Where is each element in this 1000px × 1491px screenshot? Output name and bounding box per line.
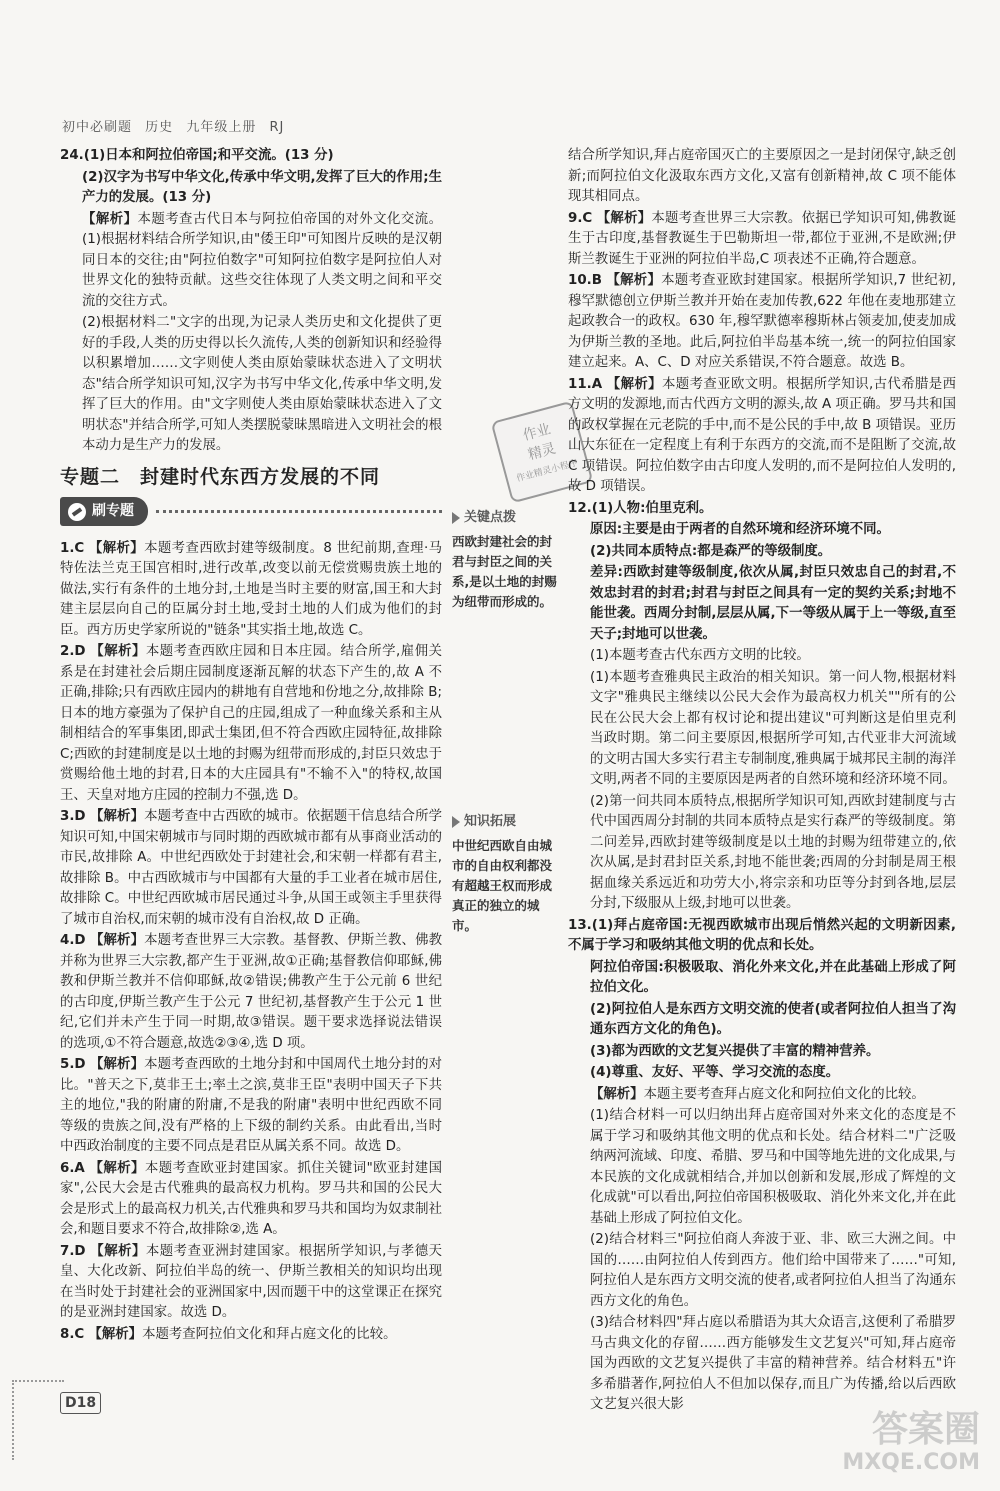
watermark-url: MXQE.COM bbox=[842, 1450, 980, 1475]
section-heading: 封建时代东西方发展的不同 bbox=[140, 465, 381, 488]
explanation-text: 本题主要考查拜占庭文化和阿拉伯文化的比较。 bbox=[643, 1086, 925, 1102]
answer-text: 阿拉伯帝国:积极吸取、消化外来文化,并在此基础上形成了阿拉伯文化。 bbox=[590, 959, 956, 995]
answer-letter: B bbox=[591, 273, 602, 288]
side-note-key-points bbox=[452, 508, 562, 612]
explanation-text: (1)本题考查雅典民主政治的相关知识。第一问人物,根据材料文字"雅典民主继续以公民大会作为最高权力机关""所有的公民在公民大会上都有权讨论和提出建议"可判断这是伯里克利当政时期。第二问主要原因,根据所学可知,古代亚非大河流域的文明古国大多实行君主专制制度,雅典属于城邦民主制的海洋文明,两者不同的主要原因是两者的自然环境和经济环境不同。 bbox=[590, 669, 956, 787]
explanation-text: 本题考查世界三大宗教。依据已学知识可知,佛教诞生于古印度,基督教诞生于巴勒斯坦一带,都位于亚洲,不是欧洲;伊斯兰教诞生于亚洲的阿拉伯半岛,C 项表述不正确,符合题意。 bbox=[568, 210, 957, 267]
section-label: 专题二 bbox=[60, 465, 121, 488]
header-subject: 历史 bbox=[145, 120, 174, 135]
explanation-text: (2)第一问共同本质特点,根据所学知识可知,西欧封建制度与古代中国西周分封制的共同本质特点是实行森严的等级制度。第二问差异,西欧封建等级制度是以土地的封赐为纽带建立的,依次从属,是封君封臣关系,封地不能世袭;西周的分封制是周王根据血缘关系远近和功劳大小,将宗亲和功臣等分封到各地,层层分封,下级服从上级,封地可以世袭。 bbox=[590, 793, 956, 911]
explanation-text: 本题考查中古西欧的城市。依据题干信息结合所学知识可知,中国宋朝城市与同时期的西欧城市都有从事商业活动的市民,故排除 A。中世纪西欧处于封建社会,和宋朝一样都有君主,故排除 B。中古西欧城市与中国都有大量的手工业者在城市居住,故排除 C。中世纪西欧城市居民通过斗争,从国王或领主手里获得了城市自治权,而宋朝的城市没有自治权,故 D 正确。 bbox=[60, 809, 443, 927]
answer-letter: A bbox=[591, 376, 603, 392]
answer-letter: D bbox=[74, 809, 86, 824]
explanation-text: 本题考查阿拉伯文化和拜占庭文化的比较。 bbox=[142, 1326, 397, 1342]
banner-pill bbox=[60, 497, 148, 526]
explanation-text: (1)本题考查古代东西方文明的比较。 bbox=[590, 648, 810, 663]
question-number: 10. bbox=[568, 273, 592, 288]
left-column bbox=[60, 146, 442, 1346]
explanation-text: (1)结合材料一可以归纳出拜占庭帝国对外来文化的态度是不属于学习和吸纳其他文明的优点和长处。结合材料二"广泛吸纳两河流域、印度、希腊、罗马和中国等地先进的文化成果,与本民族的文化成就相结合,并加以创新和发展,形成了辉煌的文化成就"可以看出,阿拉伯帝国积极吸取、消化外来文化,并在此基础上形成了阿拉伯文化。 bbox=[590, 1108, 956, 1226]
question-number: 5. bbox=[60, 1057, 75, 1072]
explanation-text: 本题考查亚欧文明。根据所学知识,古代希腊是西方文明的发源地,而古代西方文明的源头,故 A 项正确。罗马共和国的政权掌握在元老院的手中,而不是公民的手中,故 B 项错误。亚历山大东征在一定程度上有利于东西方的交流,而不是阻断了交流,故 C 项错误。阿拉伯数字由古印度人发明的,而不是阿拉伯人发明的,故 D 项错误。 bbox=[568, 376, 956, 494]
page-number: D18 bbox=[60, 1392, 101, 1414]
header-grade: 九年级上册 bbox=[186, 120, 257, 135]
explanation-text: 本题考查亚欧封建国家。根据所学知识,7 世纪初,穆罕默德创立伊斯兰教并开始在麦加传教,622 年他在麦地那建立起政教合一的政权。630 年,穆罕默德率穆斯林占领麦加,使麦加成为伊斯兰教的圣地。此后,阿拉伯半岛基本统一,统一的阿拉伯国家建立起来。A、C、D 对应关系错误,不符合题意。故选 B。 bbox=[568, 273, 956, 370]
explanation-text: (2)根据材料二"文字的出现,为记录人类历史和文化提供了更好的手段,人类的历史得以长久流传,人类的创新知识和经验得以积累增加……文字则使人类由原始蒙昧状态进入了文明状态"结合所学知识可知,汉字为书写中华文化,传承中华文明,发挥了巨大的作用。由"文字则使人类由原始蒙昧状态进入了文明状态"并结合所学,可知人类摆脱蒙昧黑暗进入文明社会的根本动力是生产力的发展。 bbox=[82, 315, 442, 453]
section-banner bbox=[60, 497, 442, 527]
side-note-title bbox=[452, 812, 562, 832]
answer-letter: C bbox=[74, 1326, 85, 1342]
explanation-text: 本题考查西欧庄园和日本庄园。结合所学,雇佣关系是在封建社会后期庄园制度逐渐瓦解的状态下产生的,故 A 不正确,排除;只有西欧庄园内的耕地有自营地和份地之分,故排除 B;日本的地方豪强为了保护自己的庄园,组成了一种血缘关系和主从制相结合的军事集团,即武士集团,但不符合西欧庄园特征,故排除 C;西欧的封建制度是以土地的封赐为纽带而形成的,封臣只效忠于赏赐给他土地的封君,日本的大庄园具有"不输不入"的特权,故国王、天皇对地方庄园的控制力不强,选 D。 bbox=[60, 644, 442, 803]
side-note-title-text: 关键点拨 bbox=[464, 510, 517, 525]
running-header bbox=[62, 116, 292, 135]
answer-item bbox=[60, 642, 442, 806]
dotted-divider bbox=[156, 510, 442, 513]
question-12 bbox=[568, 499, 956, 520]
answer-list bbox=[60, 539, 442, 1346]
question-number: 8. bbox=[60, 1326, 75, 1342]
question-number: 24. bbox=[60, 148, 84, 163]
answer-text: (1)拜占庭帝国:无视西欧城市出现后悄然兴起的文明新因素,不属于学习和吸纳其他文明的优点和长处。 bbox=[568, 917, 956, 953]
question-number: 4. bbox=[60, 933, 75, 948]
header-series: 初中必刷题 bbox=[62, 120, 133, 135]
answer-item bbox=[60, 807, 442, 930]
answer-text: (1)日本和阿拉伯帝国;和平交流。(13 分) bbox=[83, 148, 334, 163]
section-title bbox=[60, 463, 442, 491]
corner-dots bbox=[12, 1380, 64, 1382]
answer-item bbox=[60, 539, 442, 642]
explanation-tag: 【解析】 bbox=[89, 809, 145, 824]
corner-dots bbox=[12, 1380, 14, 1460]
explanation-tag: 【解析】 bbox=[89, 1160, 145, 1176]
explanation-tag: 【解析】 bbox=[606, 273, 662, 288]
answer-letter: C bbox=[582, 210, 593, 226]
explanation-tag: 【解析】 bbox=[90, 1243, 146, 1259]
question-number: 12. bbox=[568, 500, 592, 516]
explanation-tag: 【解析】 bbox=[606, 376, 662, 392]
arrow-icon bbox=[452, 816, 460, 828]
answer-text: (2)汉字为书写中华文化,传承中华文明,发挥了巨大的作用;生产力的发展。(13 分) bbox=[82, 169, 442, 205]
answer-item bbox=[568, 271, 956, 374]
question-number: 11. bbox=[568, 376, 592, 392]
answer-item bbox=[60, 1055, 442, 1158]
answer-item bbox=[60, 931, 442, 1054]
explanation-tag: 【解析】 bbox=[90, 644, 146, 659]
explanation-text: 本题考查亚洲封建国家。根据所学知识,与孝德天皇、大化改新、阿拉伯半岛的统一、伊斯兰教相关的知识均出现在当时处于封建社会的亚洲国家中,因而题干中的这堂课正在探究的是亚洲封建国家。故选 D。 bbox=[60, 1243, 442, 1320]
arrow-icon bbox=[452, 512, 460, 524]
question-13 bbox=[568, 916, 956, 957]
explanation-tag: 【解析】 bbox=[89, 933, 145, 948]
answer-text: 原因:主要是由于两者的自然环境和经济环境不同。 bbox=[590, 522, 890, 537]
explanation-text: 结合所学知识,拜占庭帝国灭亡的主要原因之一是封闭保守,缺乏创新;而阿拉伯文化汲取东西方文化,又富有创新精神,故 C 项不能体现其相同点。 bbox=[568, 148, 956, 204]
explanation-tag: 【解析】 bbox=[590, 1086, 644, 1102]
answer-item bbox=[568, 209, 956, 271]
stamp-line: 作业精灵小程序 bbox=[515, 458, 579, 485]
answer-letter: A bbox=[74, 1160, 85, 1176]
answer-list bbox=[568, 209, 956, 498]
side-note-title bbox=[452, 508, 562, 528]
explanation-text: 本题考查世界三大宗教。基督教、伊斯兰教、佛教并称为世界三大宗教,都产生于亚洲,故①正确;基督教信仰耶稣,佛教和伊斯兰教并不信仰耶稣,故②错误;佛教产生于公元前 6 世纪的古印度,伊斯兰教产生于公元 7 世纪初,基督教产生于公元 1 世纪,它们并未产生于同一时期,故③错误。题干要求选择说法错误的选项,①不符合题意,故选②③④,选 D 项。 bbox=[60, 933, 443, 1051]
answer-item bbox=[60, 1325, 442, 1346]
question-number: 9. bbox=[568, 210, 583, 226]
answer-text: (2)共同本质特点:都是森严的等级制度。 bbox=[590, 543, 832, 559]
question-number: 7. bbox=[60, 1243, 75, 1259]
watermark-text: 答案圈 bbox=[871, 1409, 980, 1450]
answer-item bbox=[60, 1242, 442, 1324]
explanation-text: 本题考查西欧封建等级制度。8 世纪前期,查理·马特佐法兰克王国宫相时,进行改革,改变以前无偿赏赐贵族土地的做法,实行有条件的土地分封,土地是当时主要的财富,国王和大封建主层层向自己的臣属分封土地,受封土地的人们成为他们的封臣。西方历史学家所说的"链条"其实指土地,故选 C。 bbox=[60, 540, 443, 638]
answer-text: (3)都为西欧的文艺复兴提供了丰富的精神营养。 bbox=[590, 1043, 880, 1059]
answer-item bbox=[60, 1159, 442, 1241]
pen-icon bbox=[68, 503, 86, 521]
explanation-text: (3)结合材料四"拜占庭以希腊语为其大众语言,这便利了希腊罗马古典文化的存留……西方能够发生文艺复兴"可知,拜占庭帝国为西欧的文艺复兴提供了丰富的精神营养。结合材料五"许多希腊著作,阿拉伯人不但加以保存,而且广为传播,给以后西欧文艺复兴很大影 bbox=[590, 1315, 956, 1412]
question-number: 2. bbox=[60, 644, 75, 659]
answer-text: (2)阿拉伯人是东西方文明交流的使者(或者阿拉伯人担当了沟通东西方文化的角色)。 bbox=[590, 1001, 956, 1037]
right-column bbox=[568, 146, 956, 1417]
question-number: 13. bbox=[568, 917, 592, 933]
answer-letter: D bbox=[74, 1243, 86, 1259]
stamp-line: 精灵 bbox=[526, 440, 558, 464]
side-note-text: 西欧封建社会的封君与封臣之间的关系,是以土地的封赐为纽带而形成的。 bbox=[452, 534, 557, 609]
stamp-line: 作业 bbox=[521, 421, 553, 445]
explanation-tag: 【解析】 bbox=[89, 1057, 145, 1072]
answer-item bbox=[568, 375, 956, 498]
explanation bbox=[568, 1085, 956, 1106]
explanation-tag: 【解析】 bbox=[88, 1326, 143, 1342]
side-note-extension bbox=[452, 812, 562, 936]
answer-text: (4)尊重、友好、平等、学习交流的态度。 bbox=[590, 1065, 840, 1080]
answer-letter: D bbox=[74, 1057, 86, 1072]
question-24 bbox=[60, 146, 442, 167]
question-number: 1. bbox=[60, 540, 75, 556]
question-number: 3. bbox=[60, 809, 75, 824]
banner-label: 刷专题 bbox=[92, 503, 134, 520]
side-note-text: 中世纪西欧自由城市的自由权利都没有超越王权而形成真正的独立的城市。 bbox=[452, 838, 553, 933]
question-number: 6. bbox=[60, 1160, 75, 1176]
explanation-text: 本题考查古代日本与阿拉伯帝国的对外文化交流。(1)根据材料结合所学知识,由"倭王印"可知图片反映的是汉朝同日本的交往;由"阿拉伯数字"可知阿拉伯数字是阿拉伯人对世界文化的独特贡献。这些交往体现了人类文明之间和平交流的交往方式。 bbox=[82, 211, 443, 309]
answer-letter: C bbox=[74, 540, 85, 556]
explanation-text: 本题考查西欧的土地分封和中国周代土地分封的对比。"普天之下,莫非王土;率土之滨,莫非王臣"表明中国天子下共主的地位,"我的附庸的附庸,不是我的附庸"表明中世纪西欧不同等级的贵族之间,没有严格的上下级的制约关系。由此看出,当时中西政治制度的主要不同点是君臣从属关系不同。故选 D。 bbox=[60, 1057, 443, 1154]
watermark-logo bbox=[780, 1410, 980, 1480]
explanation bbox=[60, 210, 442, 313]
answer-text: (1)人物:伯里克利。 bbox=[591, 500, 713, 516]
explanation-text: 本题考查欧亚封建国家。抓住关键词"欧亚封建国家",公民大会是古代雅典的最高权力机构。罗马共和国的公民大会是形式上的最高权力机关,古代雅典和罗马共和国均为奴隶制社会,和题目要求不符合,故排除②,选 A。 bbox=[60, 1160, 442, 1237]
explanation-tag: 【解析】 bbox=[88, 540, 145, 556]
answer-letter: D bbox=[74, 644, 86, 659]
side-note-title-text: 知识拓展 bbox=[464, 814, 517, 829]
explanation-tag: 【解析】 bbox=[596, 210, 652, 226]
answer-letter: D bbox=[74, 933, 86, 948]
explanation-tag: 【解析】 bbox=[82, 211, 138, 227]
answer-text: 差异:西欧封建等级制度,依次从属,封臣只效忠自己的封君,不效忠封君的封君;封君与封臣之间具有一定的契约关系;封地不能世袭。西周分封制,层层从属,下一等级从属于上一等级,直至天子;封地可以世袭。 bbox=[590, 565, 956, 642]
header-edition: RJ bbox=[269, 120, 285, 135]
explanation-text: (2)结合材料三"阿拉伯商人奔波于亚、非、欧三大洲之间。中国的……由阿拉伯人传到西方。他们给中国带来了……"可知,阿拉伯人是东西方文明交流的使者,或者阿拉伯人担当了沟通东西方文化的角色。 bbox=[590, 1232, 956, 1309]
